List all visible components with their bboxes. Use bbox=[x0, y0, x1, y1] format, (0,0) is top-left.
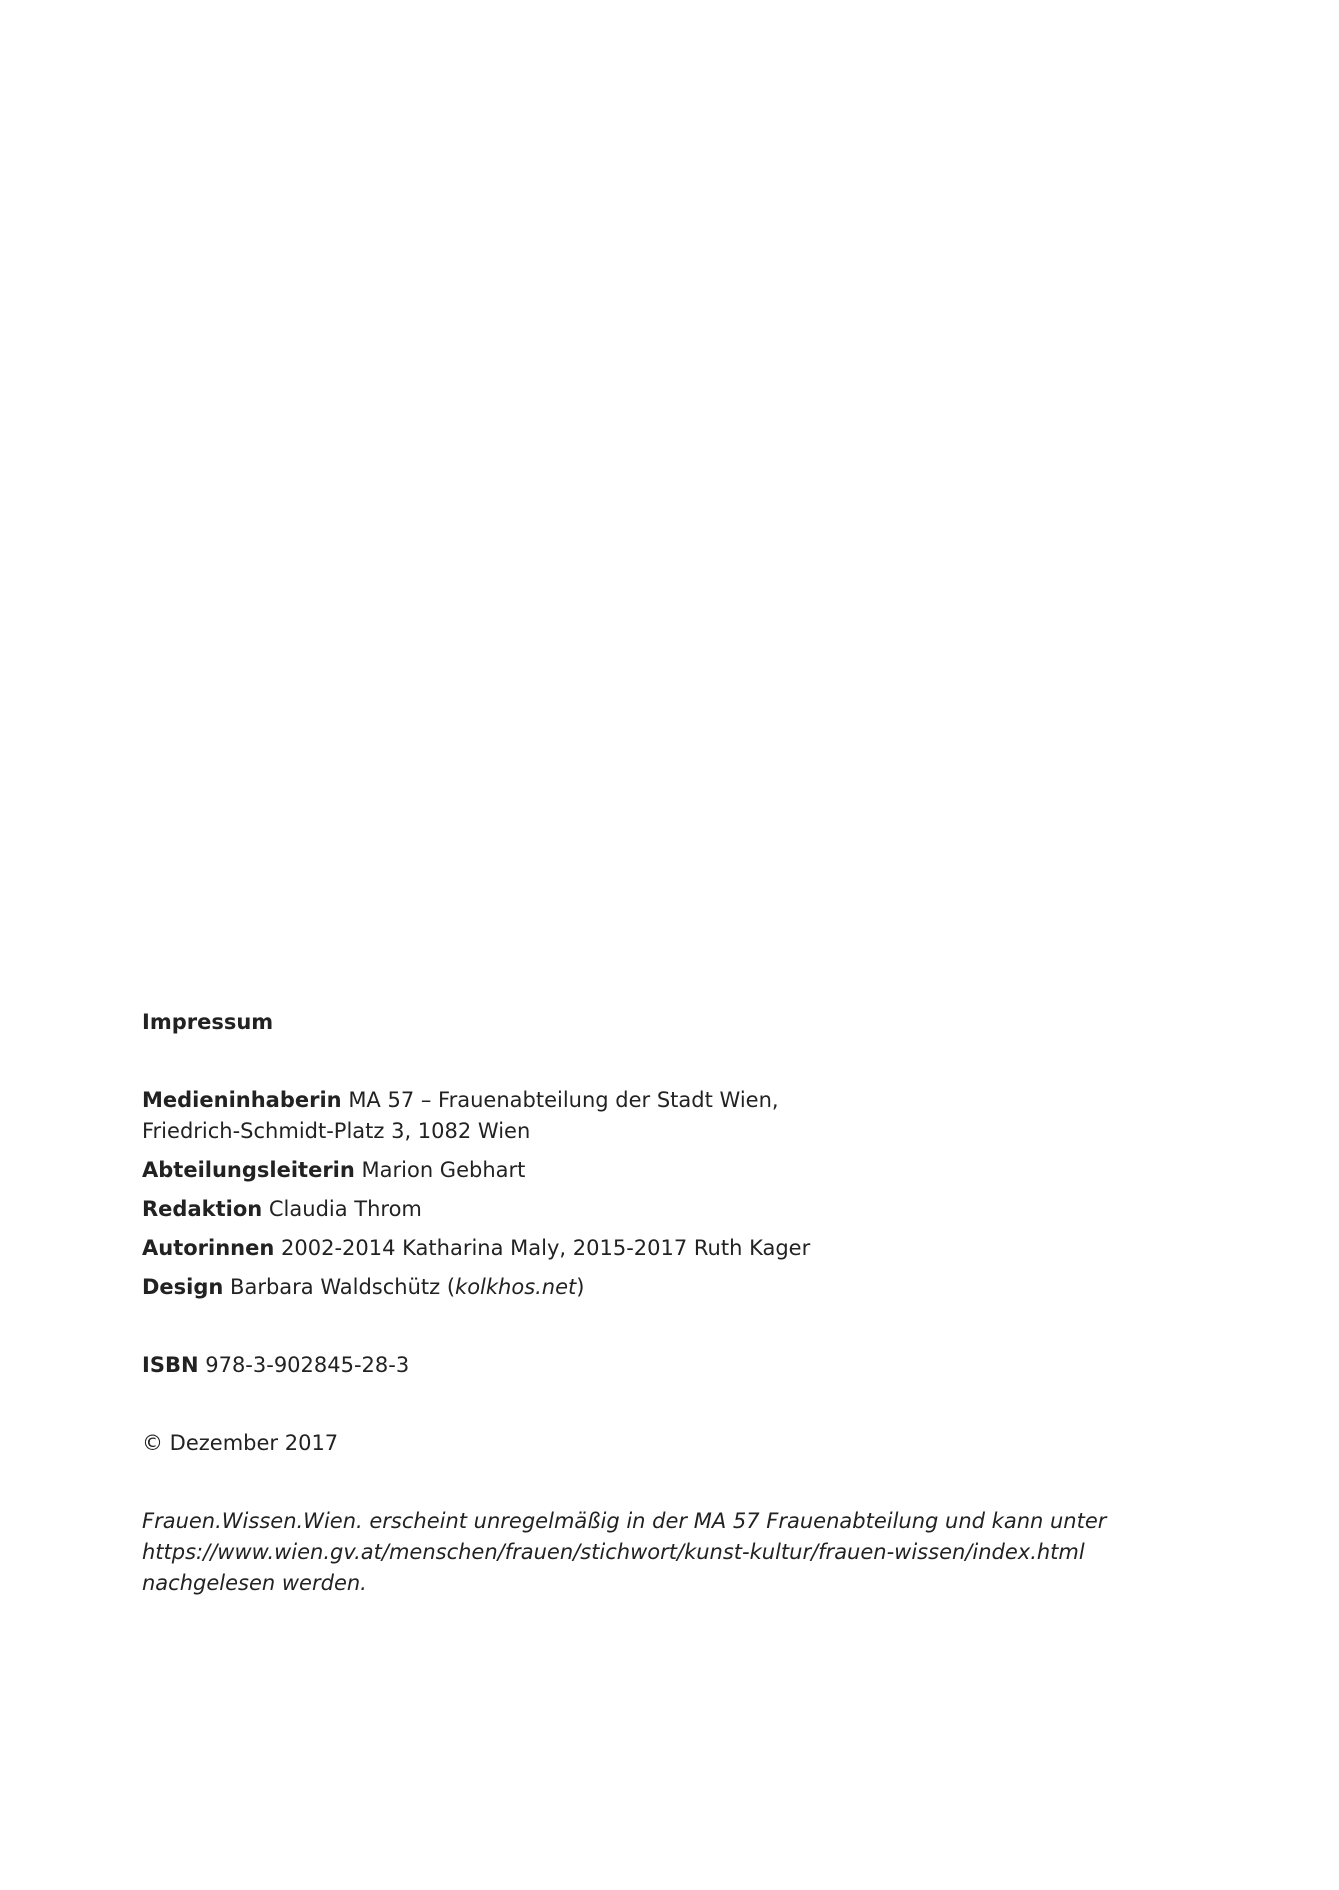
autorinnen-row bbox=[142, 1233, 1242, 1264]
design-value bbox=[230, 1275, 584, 1299]
copyright-text: © Dezember 2017 bbox=[142, 1431, 339, 1455]
medieninhaberin-label: Medieninhaberin bbox=[142, 1088, 342, 1112]
impressum-block bbox=[142, 1007, 1242, 1599]
design-row bbox=[142, 1272, 1242, 1303]
isbn-row bbox=[142, 1350, 1242, 1381]
publication-note-url: https://www.wien.gv.at/menschen/frauen/stichwort/kunst-kultur/frauen-wissen/index.html bbox=[142, 1540, 1085, 1564]
redaktion-value: Claudia Throm bbox=[268, 1197, 422, 1221]
design-label: Design bbox=[142, 1275, 224, 1299]
impressum-heading: Impressum bbox=[142, 1010, 274, 1034]
abteilungsleiterin-label: Abteilungsleiterin bbox=[142, 1158, 355, 1182]
medieninhaberin-value-line2: Friedrich-Schmidt-Platz 3, 1082 Wien bbox=[142, 1119, 531, 1143]
isbn-label: ISBN bbox=[142, 1353, 199, 1377]
autorinnen-value: 2002-2014 Katharina Maly, 2015-2017 Ruth Kager bbox=[281, 1236, 811, 1260]
design-value-name: Barbara Waldschütz ( bbox=[230, 1275, 456, 1299]
autorinnen-label: Autorinnen bbox=[142, 1236, 275, 1260]
medieninhaberin-value-line1: MA 57 – Frauenabteilung der Stadt Wien, bbox=[348, 1088, 779, 1112]
design-value-close: ) bbox=[576, 1275, 585, 1299]
publication-note bbox=[142, 1506, 1242, 1599]
abteilungsleiterin-value: Marion Gebhart bbox=[361, 1158, 526, 1182]
isbn-value: 978-3-902845-28-3 bbox=[205, 1353, 410, 1377]
publication-note-line1: Frauen.Wissen.Wien. erscheint unregelmäßig in der MA 57 Frauenabteilung und kann unter bbox=[142, 1509, 1107, 1533]
abteilungsleiterin-row bbox=[142, 1155, 1242, 1186]
medieninhaberin-row bbox=[142, 1085, 1242, 1147]
design-website: kolkhos.net bbox=[455, 1275, 577, 1299]
redaktion-label: Redaktion bbox=[142, 1197, 263, 1221]
publication-note-line3: nachgelesen werden. bbox=[142, 1571, 367, 1595]
redaktion-row bbox=[142, 1194, 1242, 1225]
